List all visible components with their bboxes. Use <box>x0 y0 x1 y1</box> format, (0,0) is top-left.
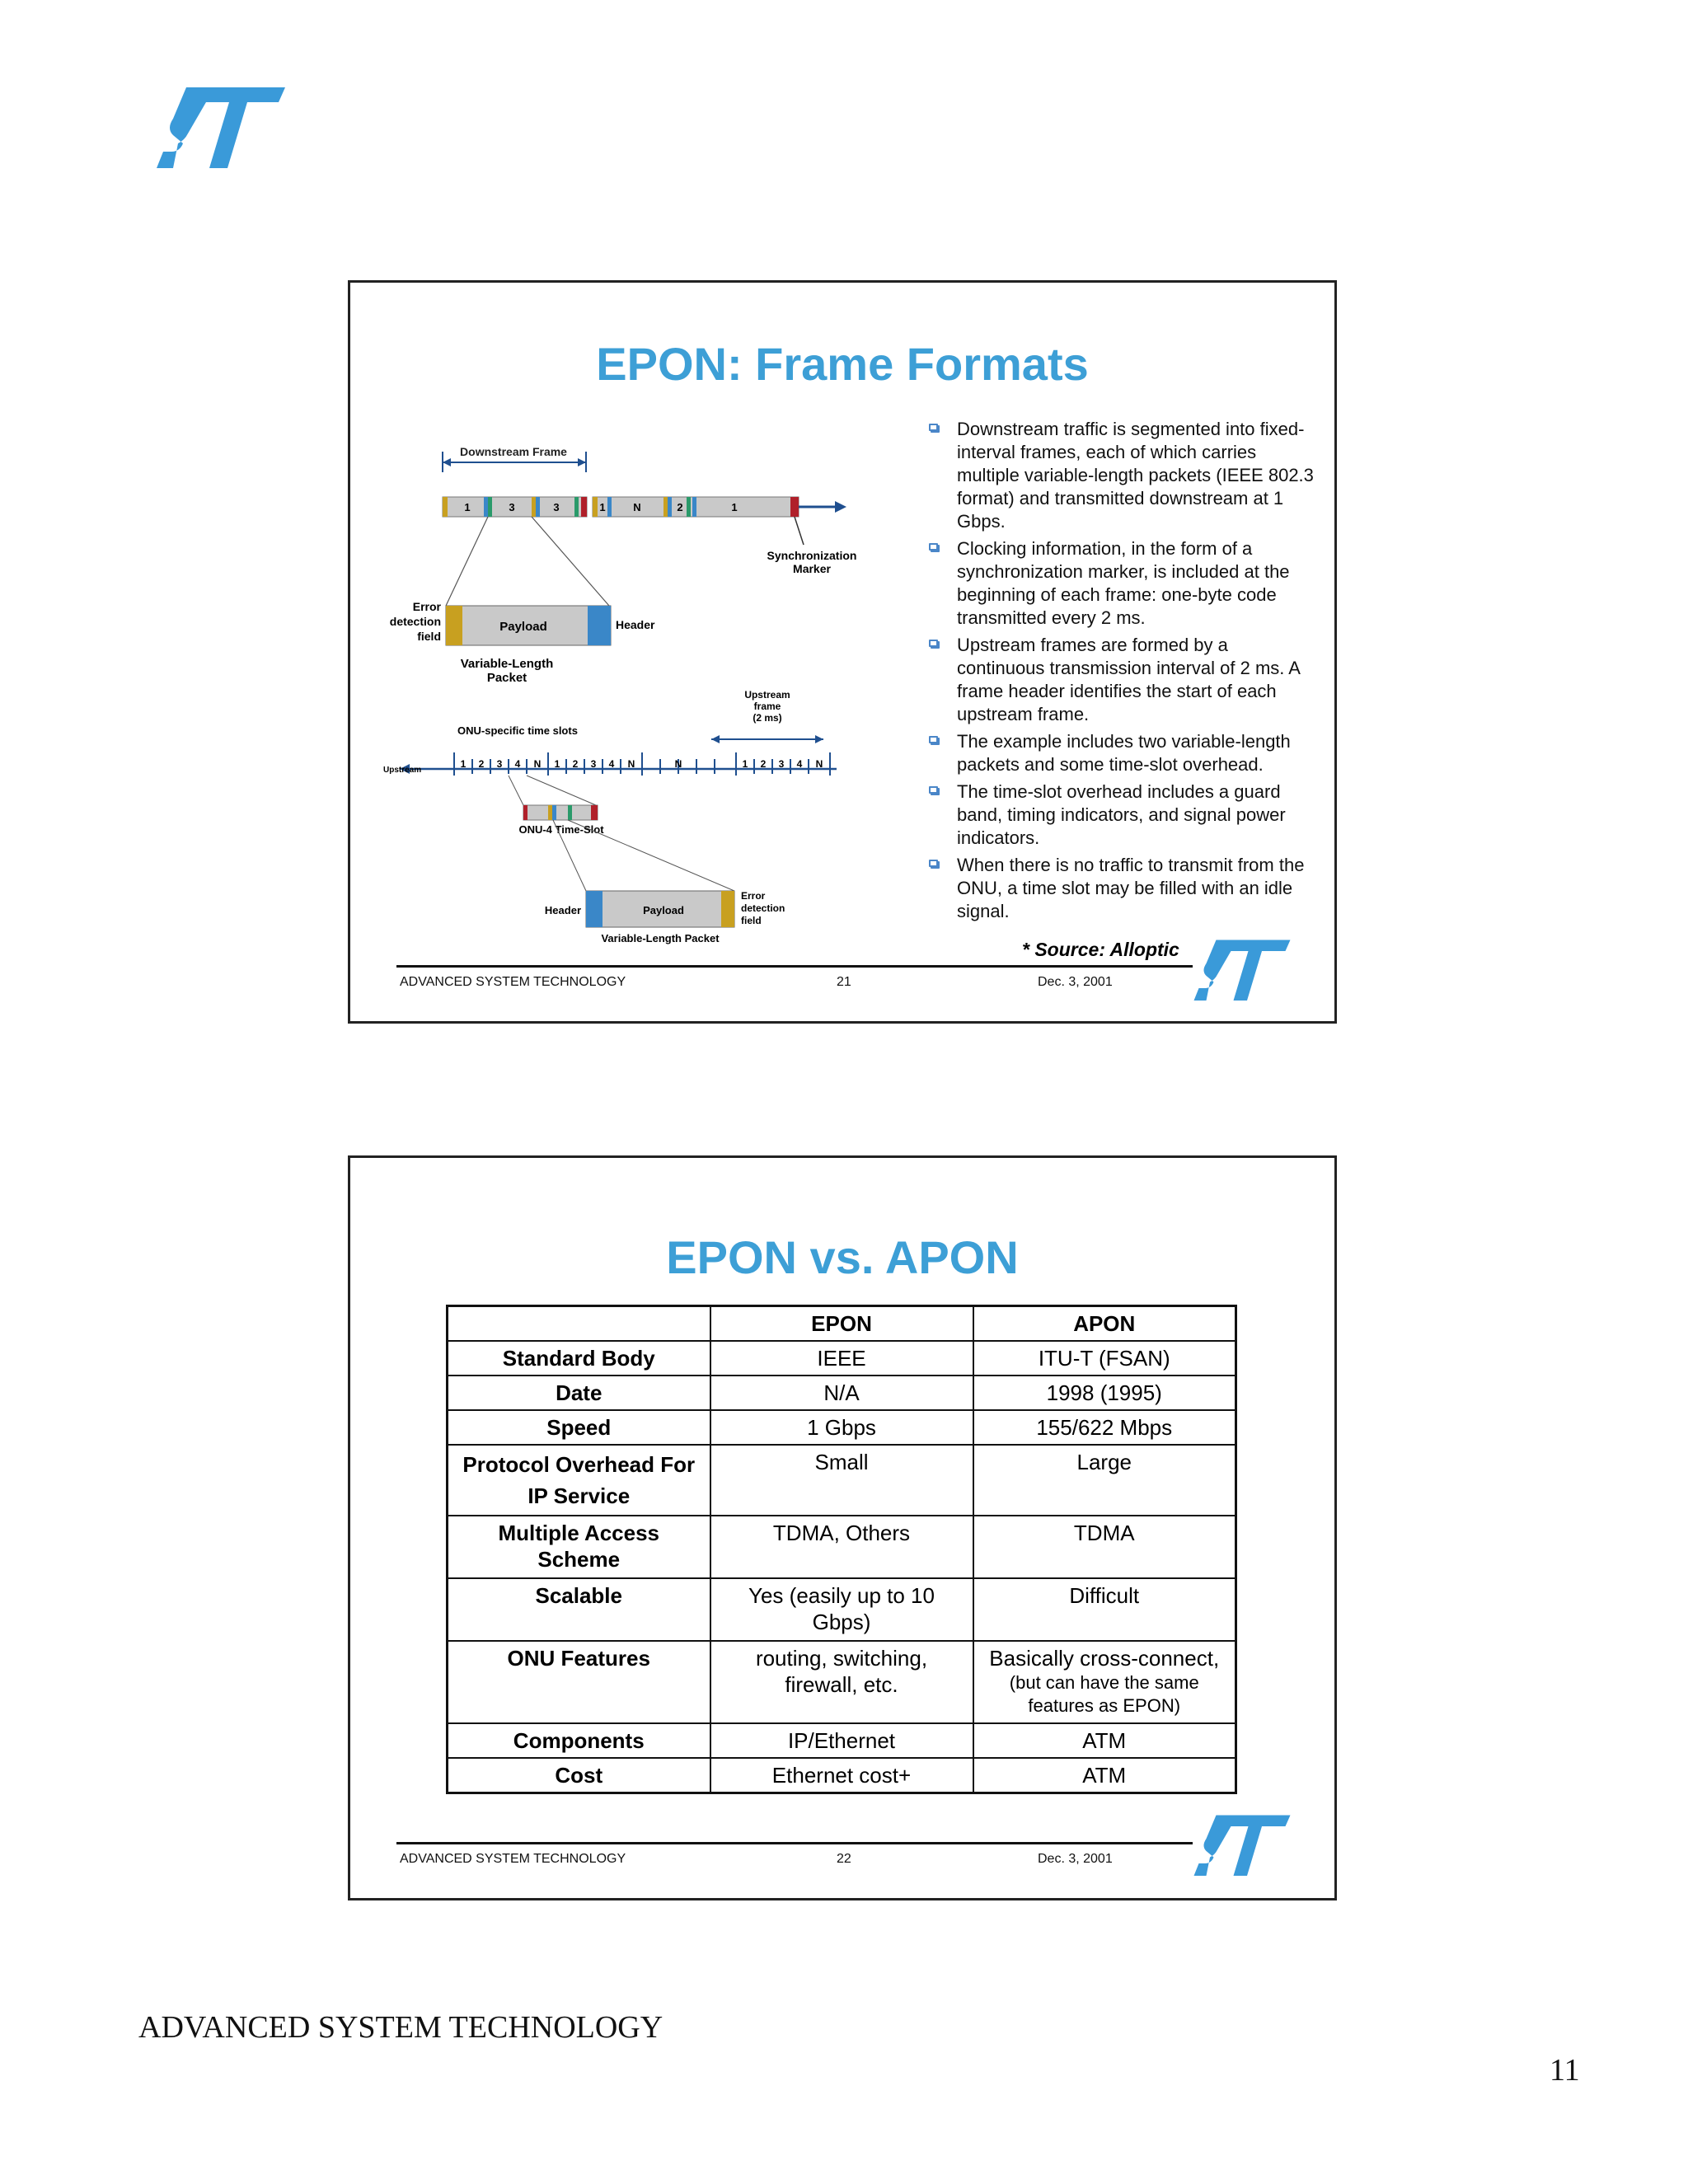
footer-date: Dec. 3, 2001 <box>1038 1852 1113 1866</box>
vlp-full-label: Variable-Length Packet <box>601 932 720 944</box>
vlp-label-2: Packet <box>486 671 528 685</box>
bullet-icon <box>929 424 938 431</box>
source-note: * Source: Alloptic <box>1022 939 1179 960</box>
footer-page: 22 <box>837 1852 851 1866</box>
table-row <box>448 1723 1236 1758</box>
detection-label-2: detection <box>741 902 785 914</box>
apon-cell: ATM <box>973 1758 1236 1793</box>
comparison-table <box>446 1305 1237 1794</box>
upstream-frame-label-1: Upstream <box>744 689 790 701</box>
us-slot: N <box>815 758 823 770</box>
bullet-icon <box>929 736 938 743</box>
bullet-item: Upstream frames are formed by a continuous transmission interval of 2 ms. A frame header identifies the start of each upstream frame. <box>922 634 1318 726</box>
table-row <box>448 1445 1236 1516</box>
error-label-2: Error <box>741 890 766 902</box>
bullet-icon <box>929 860 938 867</box>
field-label: field <box>417 630 441 643</box>
apon-cell: 155/622 Mbps <box>973 1410 1236 1445</box>
row-label: Standard Body <box>448 1341 710 1376</box>
footer-page: 21 <box>837 975 851 989</box>
us-slot: 2 <box>572 758 579 770</box>
row-label: ONU Features <box>448 1641 710 1723</box>
us-slot: 2 <box>478 758 485 770</box>
header-cell: APON <box>973 1306 1236 1342</box>
apon-cell: ATM <box>973 1723 1236 1758</box>
row-label: Components <box>448 1723 710 1758</box>
us-slot: 3 <box>496 758 503 770</box>
footer-date: Dec. 3, 2001 <box>1038 975 1113 989</box>
ds-cell: 3 <box>553 501 560 513</box>
epon-cell: IP/Ethernet <box>710 1723 973 1758</box>
row-label: Date <box>448 1376 710 1410</box>
epon-cell: N/A <box>710 1376 973 1410</box>
bullet-icon <box>929 543 938 551</box>
bullet-icon <box>929 786 938 794</box>
sync-label: Synchronization <box>767 549 857 562</box>
epon-cell: IEEE <box>710 1341 973 1376</box>
slide-epon-vs-apon <box>348 1155 1337 1900</box>
ds-cell: 3 <box>509 501 515 513</box>
bullet-item: When there is no traffic to transmit from the ONU, a time slot may be filled with an idle signal. <box>922 854 1318 923</box>
us-slot: N <box>674 758 682 770</box>
us-slot: 3 <box>590 758 597 770</box>
bullet-item: Downstream traffic is segmented into fixed-interval frames, each of which carries multiple variable-length packets (IEEE 802.3 format) and transmitted downstream at 1 Gbps. <box>922 418 1318 533</box>
bullet-item: The time-slot overhead includes a guard band, timing indicators, and signal power indicators. <box>922 780 1318 850</box>
us-slot: 1 <box>554 758 560 770</box>
apon-cell-note: (but can have the same features as EPON) <box>1009 1672 1199 1716</box>
footer-org: ADVANCED SYSTEM TECHNOLOGY <box>400 975 626 989</box>
ds-cell: 1 <box>731 501 738 513</box>
us-slot: N <box>533 758 542 770</box>
ds-cell: 1 <box>464 501 471 513</box>
vlp-label-1: Variable-Length <box>460 657 554 671</box>
table-row <box>448 1376 1236 1410</box>
epon-cell: Small <box>710 1445 973 1516</box>
apon-cell <box>973 1641 1236 1723</box>
apon-cell: Large <box>973 1445 1236 1516</box>
payload-label: Payload <box>499 620 547 634</box>
table-row <box>448 1341 1236 1376</box>
payload-label-2: Payload <box>643 904 684 916</box>
table-header-row <box>448 1306 1236 1342</box>
page-number: 11 <box>1550 2053 1580 2088</box>
upstream-frame-label-3: (2 ms) <box>753 712 782 724</box>
apon-cell: 1998 (1995) <box>973 1376 1236 1410</box>
table-row <box>448 1410 1236 1445</box>
table-row <box>448 1578 1236 1641</box>
ds-cell: N <box>633 501 641 513</box>
slide-title: EPON vs. APON <box>666 1231 1019 1283</box>
footer-org: ADVANCED SYSTEM TECHNOLOGY <box>400 1852 626 1866</box>
us-slot: 1 <box>742 758 748 770</box>
table-row <box>448 1516 1236 1578</box>
epon-cell: Ethernet cost+ <box>710 1758 973 1793</box>
onu4-label: ONU-4 Time-Slot <box>518 823 604 836</box>
epon-cell: TDMA, Others <box>710 1516 973 1578</box>
st-logo-icon <box>1193 1814 1292 1878</box>
upstream-slots <box>454 752 830 776</box>
slide-title: EPON: Frame Formats <box>596 338 1089 390</box>
row-label: Speed <box>448 1410 710 1445</box>
onu-slots-label: ONU-specific time slots <box>457 724 578 737</box>
downstream-frame-label: Downstream Frame <box>460 445 567 458</box>
row-label: Protocol Overhead For IP Service <box>448 1445 710 1516</box>
detection-label: detection <box>389 615 441 628</box>
apon-cell-main: Basically cross-connect, <box>989 1646 1220 1671</box>
table-row <box>448 1641 1236 1723</box>
field-label-2: field <box>741 915 762 926</box>
header-label-2: Header <box>544 904 581 916</box>
us-slot: 3 <box>778 758 785 770</box>
apon-cell: TDMA <box>973 1516 1236 1578</box>
footer-divider <box>396 1842 1193 1844</box>
bullet-list <box>922 418 1318 927</box>
us-slot: 2 <box>760 758 767 770</box>
apon-cell: Difficult <box>973 1578 1236 1641</box>
slide-frame-formats <box>348 280 1337 1024</box>
header-cell: EPON <box>710 1306 973 1342</box>
st-logo-icon <box>155 86 287 171</box>
us-slot: 4 <box>796 758 803 770</box>
epon-cell: routing, switching, firewall, etc. <box>710 1641 973 1723</box>
epon-cell: Yes (easily up to 10 Gbps) <box>710 1578 973 1641</box>
epon-cell: 1 Gbps <box>710 1410 973 1445</box>
us-slot: 4 <box>608 758 615 770</box>
header-cell <box>448 1306 710 1342</box>
marker-label: Marker <box>793 562 831 575</box>
ds-cell: 2 <box>677 501 683 513</box>
row-label: Multiple Access Scheme <box>448 1516 710 1578</box>
upstream-label: Upstream <box>383 766 422 775</box>
page-footer-org: ADVANCED SYSTEM TECHNOLOGY <box>138 2010 663 2045</box>
row-label: Cost <box>448 1758 710 1793</box>
error-label: Error <box>412 600 441 613</box>
us-slot: 1 <box>460 758 467 770</box>
table-row <box>448 1758 1236 1793</box>
row-label: Scalable <box>448 1578 710 1641</box>
st-logo-icon <box>1193 939 1292 1003</box>
apon-cell: ITU-T (FSAN) <box>973 1341 1236 1376</box>
header-label: Header <box>616 618 655 631</box>
bullet-item: The example includes two variable-length packets and some time-slot overhead. <box>922 730 1318 776</box>
bullet-icon <box>929 640 938 647</box>
upstream-frame-label-2: frame <box>753 701 781 712</box>
us-slot: N <box>627 758 635 770</box>
bullet-item: Clocking information, in the form of a synchronization marker, is included at the beginning of each frame: one-byte code transmitted every 2 ms. <box>922 537 1318 630</box>
footer-divider <box>396 965 1193 968</box>
ds-cell: 1 <box>599 501 606 513</box>
frame-format-diagram <box>383 423 886 944</box>
us-slot: 4 <box>514 758 521 770</box>
